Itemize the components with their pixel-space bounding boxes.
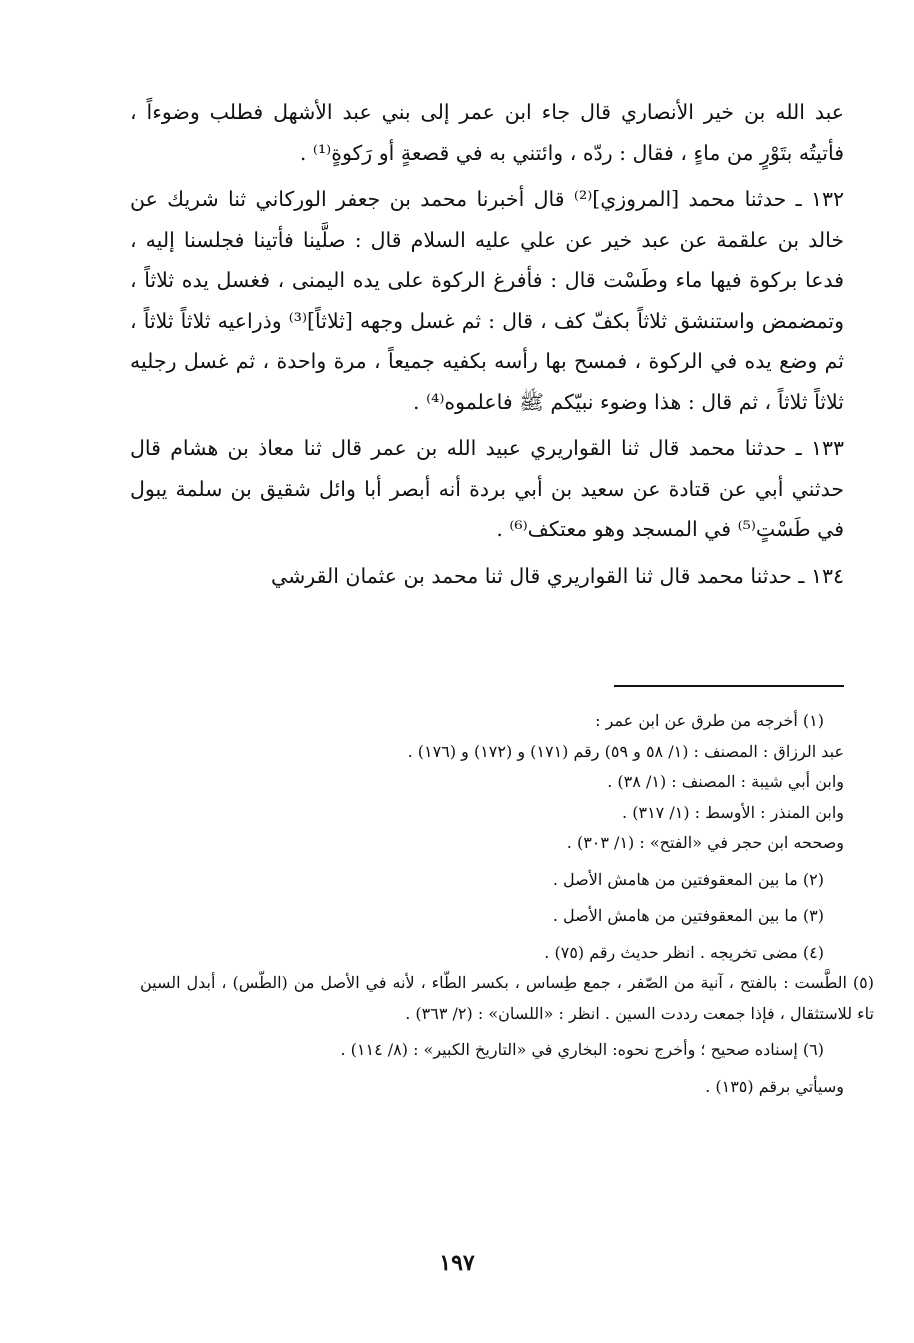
footnote-1 (140, 706, 844, 859)
footnote-6-line: وسيأتي برقم (١٣٥) . (705, 1076, 844, 1096)
main-text (130, 92, 844, 596)
footnotes (140, 706, 875, 1102)
footnote-1-line: وابن أبي شيبة : المصنف : (١/ ٣٨) . (607, 772, 844, 791)
footnote-2: (٢) ما بين المعقوفتين من هامش الأصل . (552, 869, 824, 889)
page-number: ١٩٧ (439, 1250, 475, 1276)
footnote-5: (٥) الطَّست : بالفتح ، آنية من الصّفر ، جمع طِساس ، بكسر الطّاء ، لأنه في الأصل من (الطّس) ، أبدل السين تاء للاستثقال ، فإذا جمعت رددت السين . انظر : «اللسان» : (٢/ ٣٦٣) . (140, 973, 875, 1023)
footnote-separator (614, 685, 844, 687)
main-body (130, 92, 844, 602)
footnote-3: (٣) ما بين المعقوفتين من هامش الأصل . (552, 906, 824, 925)
footnote-1-line: (١) أخرجه من طرق عن ابن عمر : (595, 711, 824, 730)
footnote-6-line: (٦) إسناده صحيح ؛ وأخرج نحوه: البخاري في «التاريخ الكبير» : (٨/ ١١٤) . (340, 1040, 824, 1059)
footnote-6 (140, 1035, 844, 1102)
footnote-1-line: وصححه ابن حجر في «الفتح» : (١/ ٣٠٣) . (566, 833, 844, 852)
hadith-134: ١٣٤ ـ حدثنا محمد قال ثنا القواريري قال ثنا محمد بن عثمان القرشي (271, 563, 844, 588)
hadith-133: ١٣٣ ـ حدثنا محمد قال ثنا القواريري عبيد الله بن عمر قال ثنا معاذ بن هشام قال حدثني أبي عن قتادة عن سعيد بن أبي بردة أنه أبصر أبا وائل شقيق بن سلمة يبول في طَسْتٍ⁽⁵⁾ في المسجد وهو معتكف⁽⁶⁾ . (130, 436, 844, 541)
paragraph-continuation: عبد الله بن خير الأنصاري قال جاء ابن عمر إلى بني عبد الأشهل فطلب وضوءاً ، فأتيتُه بتَوْرٍ من ماءٍ ، فقال : ردّه ، وائتني به في قصعةٍ أو رَكوةٍ⁽¹⁾ . (130, 100, 844, 165)
footnote-1-line: عبد الرزاق : المصنف : (١/ ٥٨ و ٥٩) رقم (١٧١) و (١٧٢) و (١٧٦) . (407, 741, 844, 761)
hadith-132: ١٣٢ ـ حدثنا محمد [المروزي]⁽²⁾ قال أخبرنا محمد بن جعفر الوركاني ثنا شريك عن خالد بن علقمة عن عبد خير عن علي عليه السلام قال : صلَّينا فأتينا فجلسنا إليه ، فدعا بركوة فيها ماء وطَسْت قال : فأفرغ الركوة على يده اليمنى ، فغسل يده ثلاثاً ، وتمضمض واستنشق ثلاثاً بكفّ كف ، قال : ثم غسل وجهه [ثلاثاً]⁽³⁾ وذراعيه ثلاثاً ثلاثاً ، ثم وضع يده في الركوة ، فمسح بها رأسه بكفيه جميعاً ، مرة واحدة ، ثم غسل رجليه ثلاثاً ثلاثاً ، ثم قال : هذا وضوء نبيّكم ﷺ فاعلموه⁽⁴⁾ . (130, 187, 844, 414)
footnote-4: (٤) مضى تخريجه . انظر حديث رقم (٧٥) . (544, 942, 824, 962)
footnote-1-line: وابن المنذر : الأوسط : (١/ ٣١٧) . (622, 802, 844, 822)
